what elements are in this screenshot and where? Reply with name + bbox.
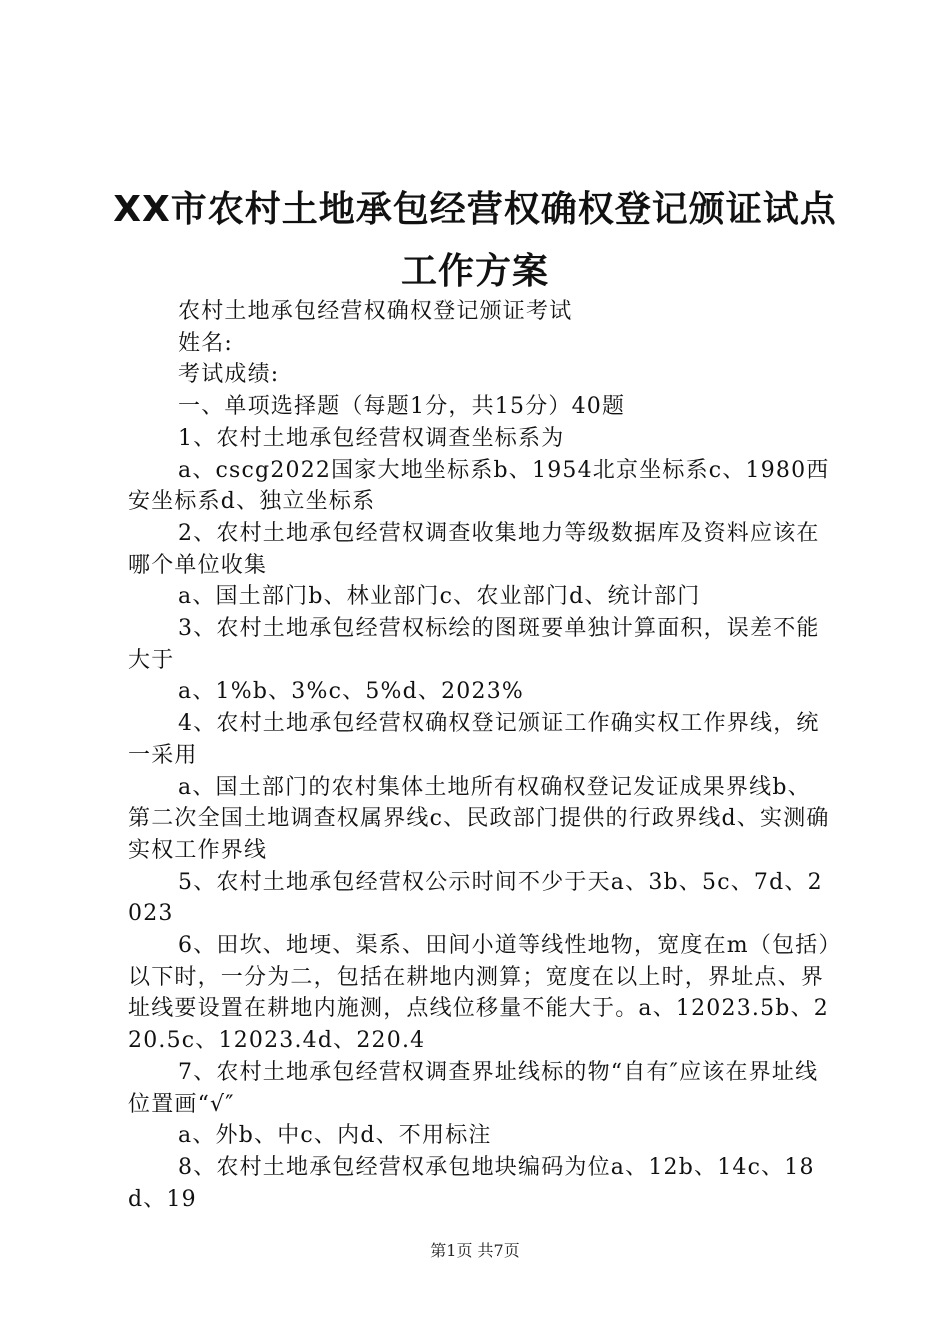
question-7: 7、农村土地承包经营权调查界址线标的物“自有″应该在界址线位置画“√″ (128, 1059, 819, 1117)
question-4-options: a、国土部门的农村集体土地所有权确权登记发证成果界线b、第二次全国土地调查权属界线c、民政部门提供的行政界线d、实测确实权工作界线 (128, 774, 830, 863)
name-field-label: 姓名: (178, 330, 234, 356)
question-1: 1、农村土地承包经营权调查坐标系为 (178, 425, 565, 451)
document-title-line-2: 工作方案 (400, 251, 549, 292)
question-6: 6、田坎、地埂、渠系、田间小道等线性地物，宽度在m（包括）以下时，一分为二，包括在耕地内测算；宽度在以上时，界址点、界址线要设置在耕地内施测，点线位移量不能大于。a、12023.5b、220.5c、12023.4d、220.4 (128, 933, 831, 1054)
document-body (128, 296, 832, 1215)
score-field-label: 考试成绩: (178, 362, 280, 388)
question-4: 4、农村土地承包经营权确权登记颁证工作确实权工作界线，统一采用 (128, 711, 820, 768)
section-heading: 一、单项选择题（每题1分，共15分）40题 (178, 394, 626, 420)
page-footer: 第1页 共7页 (430, 1241, 520, 1260)
question-1-options: a、cscg2022国家大地坐标系b、1954北京坐标系c、1980西安坐标系d、独立坐标系 (128, 457, 830, 515)
question-3: 3、农村土地承包经营权标绘的图斑要单独计算面积，误差不能大于 (128, 616, 820, 673)
document-title-line-1: XX市农村土地承包经营权确权登记颁证试点 (113, 189, 837, 230)
question-2: 2、农村土地承包经营权调查收集地力等级数据库及资料应该在哪个单位收集 (128, 520, 820, 578)
question-3-options: a、1%b、3%c、5%d、2023% (178, 679, 525, 705)
question-8: 8、农村土地承包经营权承包地块编码为位a、12b、14c、18d、19 (128, 1154, 815, 1212)
exam-heading: 农村土地承包经营权确权登记颁证考试 (178, 299, 573, 324)
question-7-options: a、外b、中c、内d、不用标注 (178, 1123, 492, 1149)
question-5: 5、农村土地承包经营权公示时间不少于天a、3b、5c、7d、2023 (128, 869, 823, 927)
question-2-options: a、国土部门b、林业部门c、农业部门d、统计部门 (178, 584, 701, 610)
